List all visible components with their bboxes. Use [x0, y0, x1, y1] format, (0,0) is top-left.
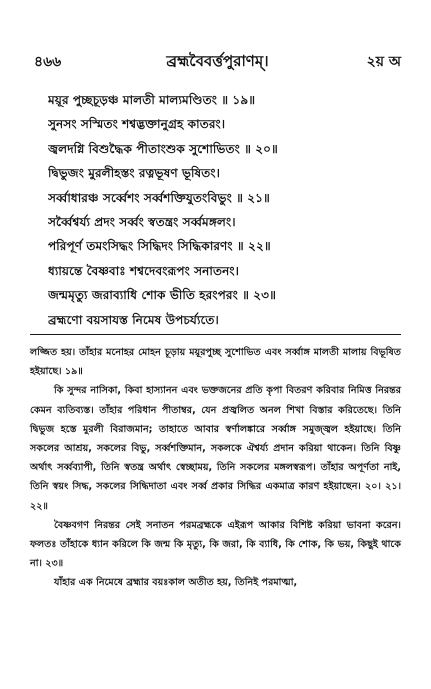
verse-line: ধ্যায়ন্তে বৈষ্ণবাঃ শশ্বদেবংরূপং সনাতনং।: [48, 263, 239, 278]
verse-line: দ্বিভুজং মুরলীহস্তং রত্নভূষণ ভূষিতং।: [48, 166, 220, 181]
verse-line: সর্ব্বৈশ্বর্য্য প্রদং সর্ব্বং স্বতন্ত্রং সর্ব্বমঙ্গলং।: [48, 215, 236, 230]
chapter-label: ২য় অ: [366, 54, 401, 70]
commentary-paragraph: বৈষ্ণবগণ নিরন্তর সেই সনাতন পরমব্রহ্মকে এইরূপ আকার বিশিষ্ট করিয়া ভাবনা করেন। ফলতঃ তাঁহাকে ধ্যান করিলে কি জন্ম কি মৃত্যু, কি জরা, কি ব্যাধি, কি শোক, কি ভয়, কিছুই থাকে না। ২৩॥: [30, 519, 401, 570]
bengali-commentary: [30, 343, 401, 593]
book-title: ব্রহ্মবৈবর্ত্তপুরাণম্।: [166, 52, 269, 70]
commentary-paragraph: লজ্জিত হয়। তাঁহার মনোহর মোহন চূড়ায় ময়ূরপুচ্ছ সুশোভিত এবং সর্ব্বাঙ্গ মালতী মালায় বিভূষিত হইয়াছে। ১৯॥: [30, 347, 401, 378]
verse-line: সর্ব্বাধারঞ্চ সর্ব্বেশং সর্ব্বশক্তিযুতংবিভুং ॥ ২১॥: [48, 190, 270, 205]
page-header: [34, 50, 401, 72]
verse-line: ময়ূর পুচ্ছচূড়ঞ্চ মালতী মাল্যমণ্ডিতং ॥ ১৯॥: [48, 93, 256, 107]
verse-line: পরিপূর্ণ তমংসিদ্ধং সিদ্ধিদং সিদ্ধিকারণং ॥ ২২॥: [48, 239, 271, 254]
verse-line: ব্রহ্মণো বয়সাযস্ত নিমেষ উপচর্য্যতে।: [48, 312, 219, 327]
section-divider: [30, 334, 401, 335]
verse-line: সুনসং সস্মিতং শশ্বদ্ভক্তানুগ্রহ কাতরং।: [48, 117, 226, 132]
verse-line: জন্মমৃত্যু জরাব্যাধি শোক ভীতি হরংপরং ॥ ২৩॥: [48, 288, 276, 303]
sanskrit-verses: [48, 88, 401, 332]
commentary-paragraph: কি সুন্দর নাসিকা, কিবা হাস্যানন এবং ভক্তজনের প্রতি কৃপা বিতরণ করিবার নিমিত্ত নিরন্তর কেমন ব্যতিব্যস্ত। তাঁহার পরিধান পীতাম্বর, যেন প্রজ্বলিত অনল শিখা বিস্তার করিতেছে। তিনি দ্বিভুজ হস্তে মুরলী বিরাজমান; তাহাতে আবার স্বর্ণালঙ্কারে সর্ব্বাঙ্গ সমুজ্জ্বল হইয়াছে। তিনি সকলের আশ্রয়, সকলের বিভু, সর্ব্বশক্তিমান, সকলকে ঐশ্বর্য্য প্রদান করিয়া থাকেন। তিনি বিষ্ণু অর্থাৎ সর্ব্বব্যাপী, তিনি স্বতন্ত্র অর্থাৎ স্বেচ্ছাময়, তিনি সকলের মঙ্গলস্বরূপ। তাঁহার অপূর্ণতা নাই, তিনি স্বয়ং সিদ্ধ, সকলের সিদ্ধিদাতা এবং সর্ব্ব প্রকার সিদ্ধির একমাত্র কারণ হইয়াছেন। ২০। ২১। ২২॥: [30, 385, 401, 512]
verse-line: জ্বলদগ্নি বিশুদ্ধৈক পীতাংশুক সুশোভিতং ॥ ২০॥: [48, 141, 278, 156]
commentary-paragraph: যাঁহার এক নিমেষে ব্রহ্মার বয়ঃকাল অতীত হয়, তিনিই পরমাত্মা,: [54, 577, 298, 589]
page-number: ৪৬৬: [34, 54, 62, 70]
